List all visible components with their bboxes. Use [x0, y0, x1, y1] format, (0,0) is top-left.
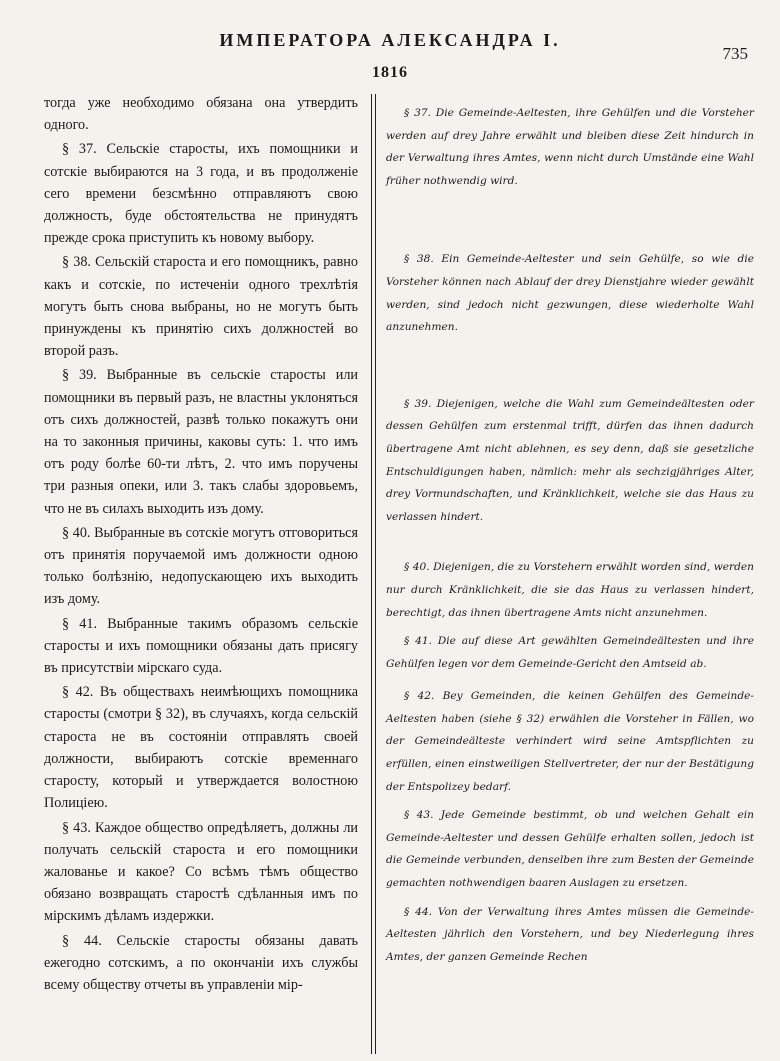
ru-section-39: § 39. Выбранные въ сельскіе старосты или помощники въ первый разъ, не властны уклоняться отъ сихъ должностей, развѣ только покажутъ они на то законныя причины, каковы суть: 1. что имъ отъ роду болѣе 60-ти лѣтъ, 2. что имъ поручены три разныя опеки, или 3. такъ слабы здоровьемъ, что не въ силахъ выходить изъ дому.: [44, 367, 358, 517]
russian-column: [44, 92, 358, 998]
column-divider: [371, 94, 376, 1054]
de-section-40: § 40. Diejenigen, die zu Vorstehern erwählt worden sind, werden nur durch Kränklichkeit, die sie das Haus zu verlassen hindert, berechtigt, das ihnen übertragene Amts nicht anzunehmen.: [386, 561, 754, 619]
de-section-42: § 42. Bey Gemeinden, die keinen Gehülfen des Gemeinde-Aeltesten haben (siehe § 32) erwählen die Vorsteher in Fällen, wo der Gemeindeälteste verhindert wird seine Amtspflichten zu erfüllen, einen einstweiligen Stellvertreter, der nur der Bestätigung der Entspolizey bedarf.: [386, 690, 754, 793]
ru-section-38: § 38. Сельскій староста и его помощникъ, равно какъ и сотскіе, по истеченіи одного трехлѣтія могутъ быть снова выбраны, но не могутъ быть принуждены къ принятію сихъ должностей во второй разъ.: [44, 254, 358, 360]
ru-section-37: § 37. Сельскіе старосты, ихъ помощники и сотскіе выбираются на 3 года, и въ продолженіе сего времени безсмѣнно отправляютъ свою должность, буде обстоятельства не принудятъ прежде срока приступить къ новому выбору.: [44, 141, 358, 247]
running-header: ИМПЕРАТОРА АЛЕКСАНДРА I.: [219, 30, 561, 50]
year-heading: 1816: [372, 64, 408, 81]
de-section-37: § 37. Die Gemeinde-Aeltesten, ihre Gehülfen und die Vorsteher werden auf drey Jahre erwählt und bleiben diese Zeit hindurch in der Verwaltung ihres Amtes, wenn nicht durch Umstände eine Wahl früher nothwendig wird.: [386, 107, 754, 187]
ru-section-44: § 44. Сельскіе старосты обязаны давать ежегодно сотскимъ, а по окончаніи ихъ службы всему обществу отчеты въ управленіи мір-: [44, 932, 358, 993]
de-section-44: § 44. Von der Verwaltung ihres Amtes müssen die Gemeinde-Aeltesten jährlich den Vorstehern, und bey Niederlegung ihres Amtes, der ganzen Gemeinde Rechen: [386, 905, 754, 963]
de-section-39: § 39. Diejenigen, welche die Wahl zum Gemeindeältesten oder dessen Gehülfen zum erstenmal trifft, dürfen das ihnen dadurch übertragene Amt nicht ablehnen, es sey denn, daß sie gesetzliche Entschuldigungen haben, nämlich: mehr als sechzigjähriges Alter, drey Vormundschaften, und Kränklichkeit, welche sie das Haus zu verlassen hindert.: [386, 397, 754, 523]
ru-section-42: § 42. Въ обществахъ неимѣющихъ помощника старосты (смотри § 32), въ случаяхъ, когда сельскій староста не въ состояніи отправлять своей должности, выбираютъ сотскіе временнаго старосту, который и утверждается волостною Полиціею.: [44, 684, 358, 812]
page-number: 735: [722, 44, 748, 63]
de-section-43: § 43. Jede Gemeinde bestimmt, ob und welchen Gehalt ein Gemeinde-Aeltester und dessen Gehülfe erhalten sollen, jedoch ist die Gemeinde verbunden, denselben ihre zum Besten der Gemeinde gemachten nothwendigen baaren Auslagen zu ersetzen.: [386, 809, 754, 890]
ru-section-43: § 43. Каждое общество опредѣляетъ, должны ли получать сельскій староста и его помощники жалованье и какое? Со всѣмъ тѣмъ общество обязано возвращать старостѣ сдѣланныя имъ по мірскимъ дѣламъ издержки.: [44, 819, 358, 925]
ru-section-40: § 40. Выбранные въ сотскіе могутъ отговориться отъ принятія поручаемой имъ должности одною только болѣзнію, недопускающею ихъ выходить изъ дому.: [44, 524, 358, 608]
de-section-38: § 38. Ein Gemeinde-Aeltester und sein Gehülfe, so wie die Vorsteher können nach Ablauf der drey Dienstjahre wieder gewählt werden, sind jedoch nicht gezwungen, diese wiederholte Wahl anzunehmen.: [386, 253, 754, 334]
ru-section-41: § 41. Выбранные такимъ образомъ сельскіе старосты и ихъ помощники обязаны дать присягу въ присутствіи мірскаго суда.: [44, 615, 358, 677]
german-column: [386, 92, 754, 970]
ru-paragraph-continued: тогда уже необходимо обязана она утвердить одного.: [44, 95, 358, 134]
de-section-41: § 41. Die auf diese Art gewählten Gemeindeältesten und ihre Gehülfen legen vor dem Gemeinde-Gericht den Amtseid ab.: [386, 635, 754, 670]
